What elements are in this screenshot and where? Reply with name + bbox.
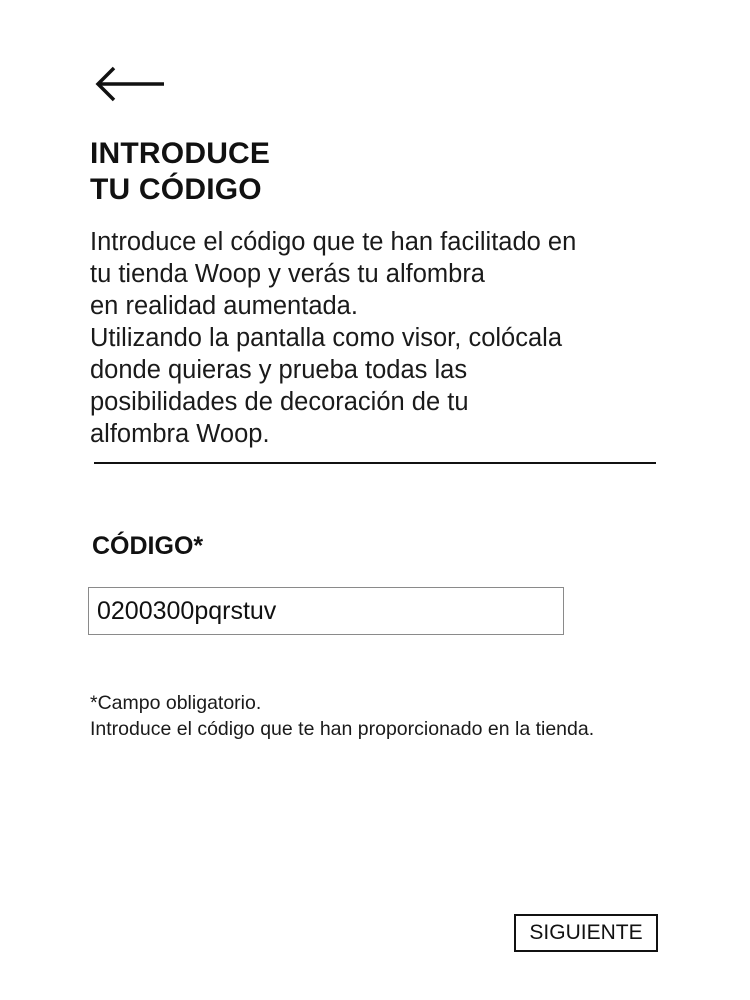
- left-arrow-icon: [92, 62, 168, 106]
- page-title: [90, 136, 270, 208]
- page-title-line-2: TU CÓDIGO: [90, 173, 262, 206]
- required-field-note: [90, 690, 594, 742]
- required-note-line: *Campo obligatorio.: [90, 692, 262, 714]
- code-help-line: Introduce el código que te han proporcionado en la tienda.: [90, 718, 595, 740]
- description-line: tu tienda Woop y verás tu alfombra: [90, 260, 485, 288]
- code-field-label: CÓDIGO*: [92, 532, 204, 560]
- description-text: [90, 226, 670, 450]
- description-line: alfombra Woop.: [90, 420, 270, 448]
- description-line: en realidad aumentada.: [90, 292, 358, 320]
- description-line: Introduce el código que te han facilitado en: [90, 228, 577, 256]
- section-divider: [94, 462, 656, 464]
- description-line: donde quieras y prueba todas las: [90, 356, 468, 384]
- next-button[interactable]: SIGUIENTE: [514, 914, 658, 952]
- description-line: Utilizando la pantalla como visor, colócala: [90, 324, 562, 352]
- back-button[interactable]: [92, 62, 168, 106]
- page-title-line-1: INTRODUCE: [90, 137, 271, 170]
- code-input[interactable]: [88, 587, 564, 635]
- description-line: posibilidades de decoración de tu: [90, 388, 469, 416]
